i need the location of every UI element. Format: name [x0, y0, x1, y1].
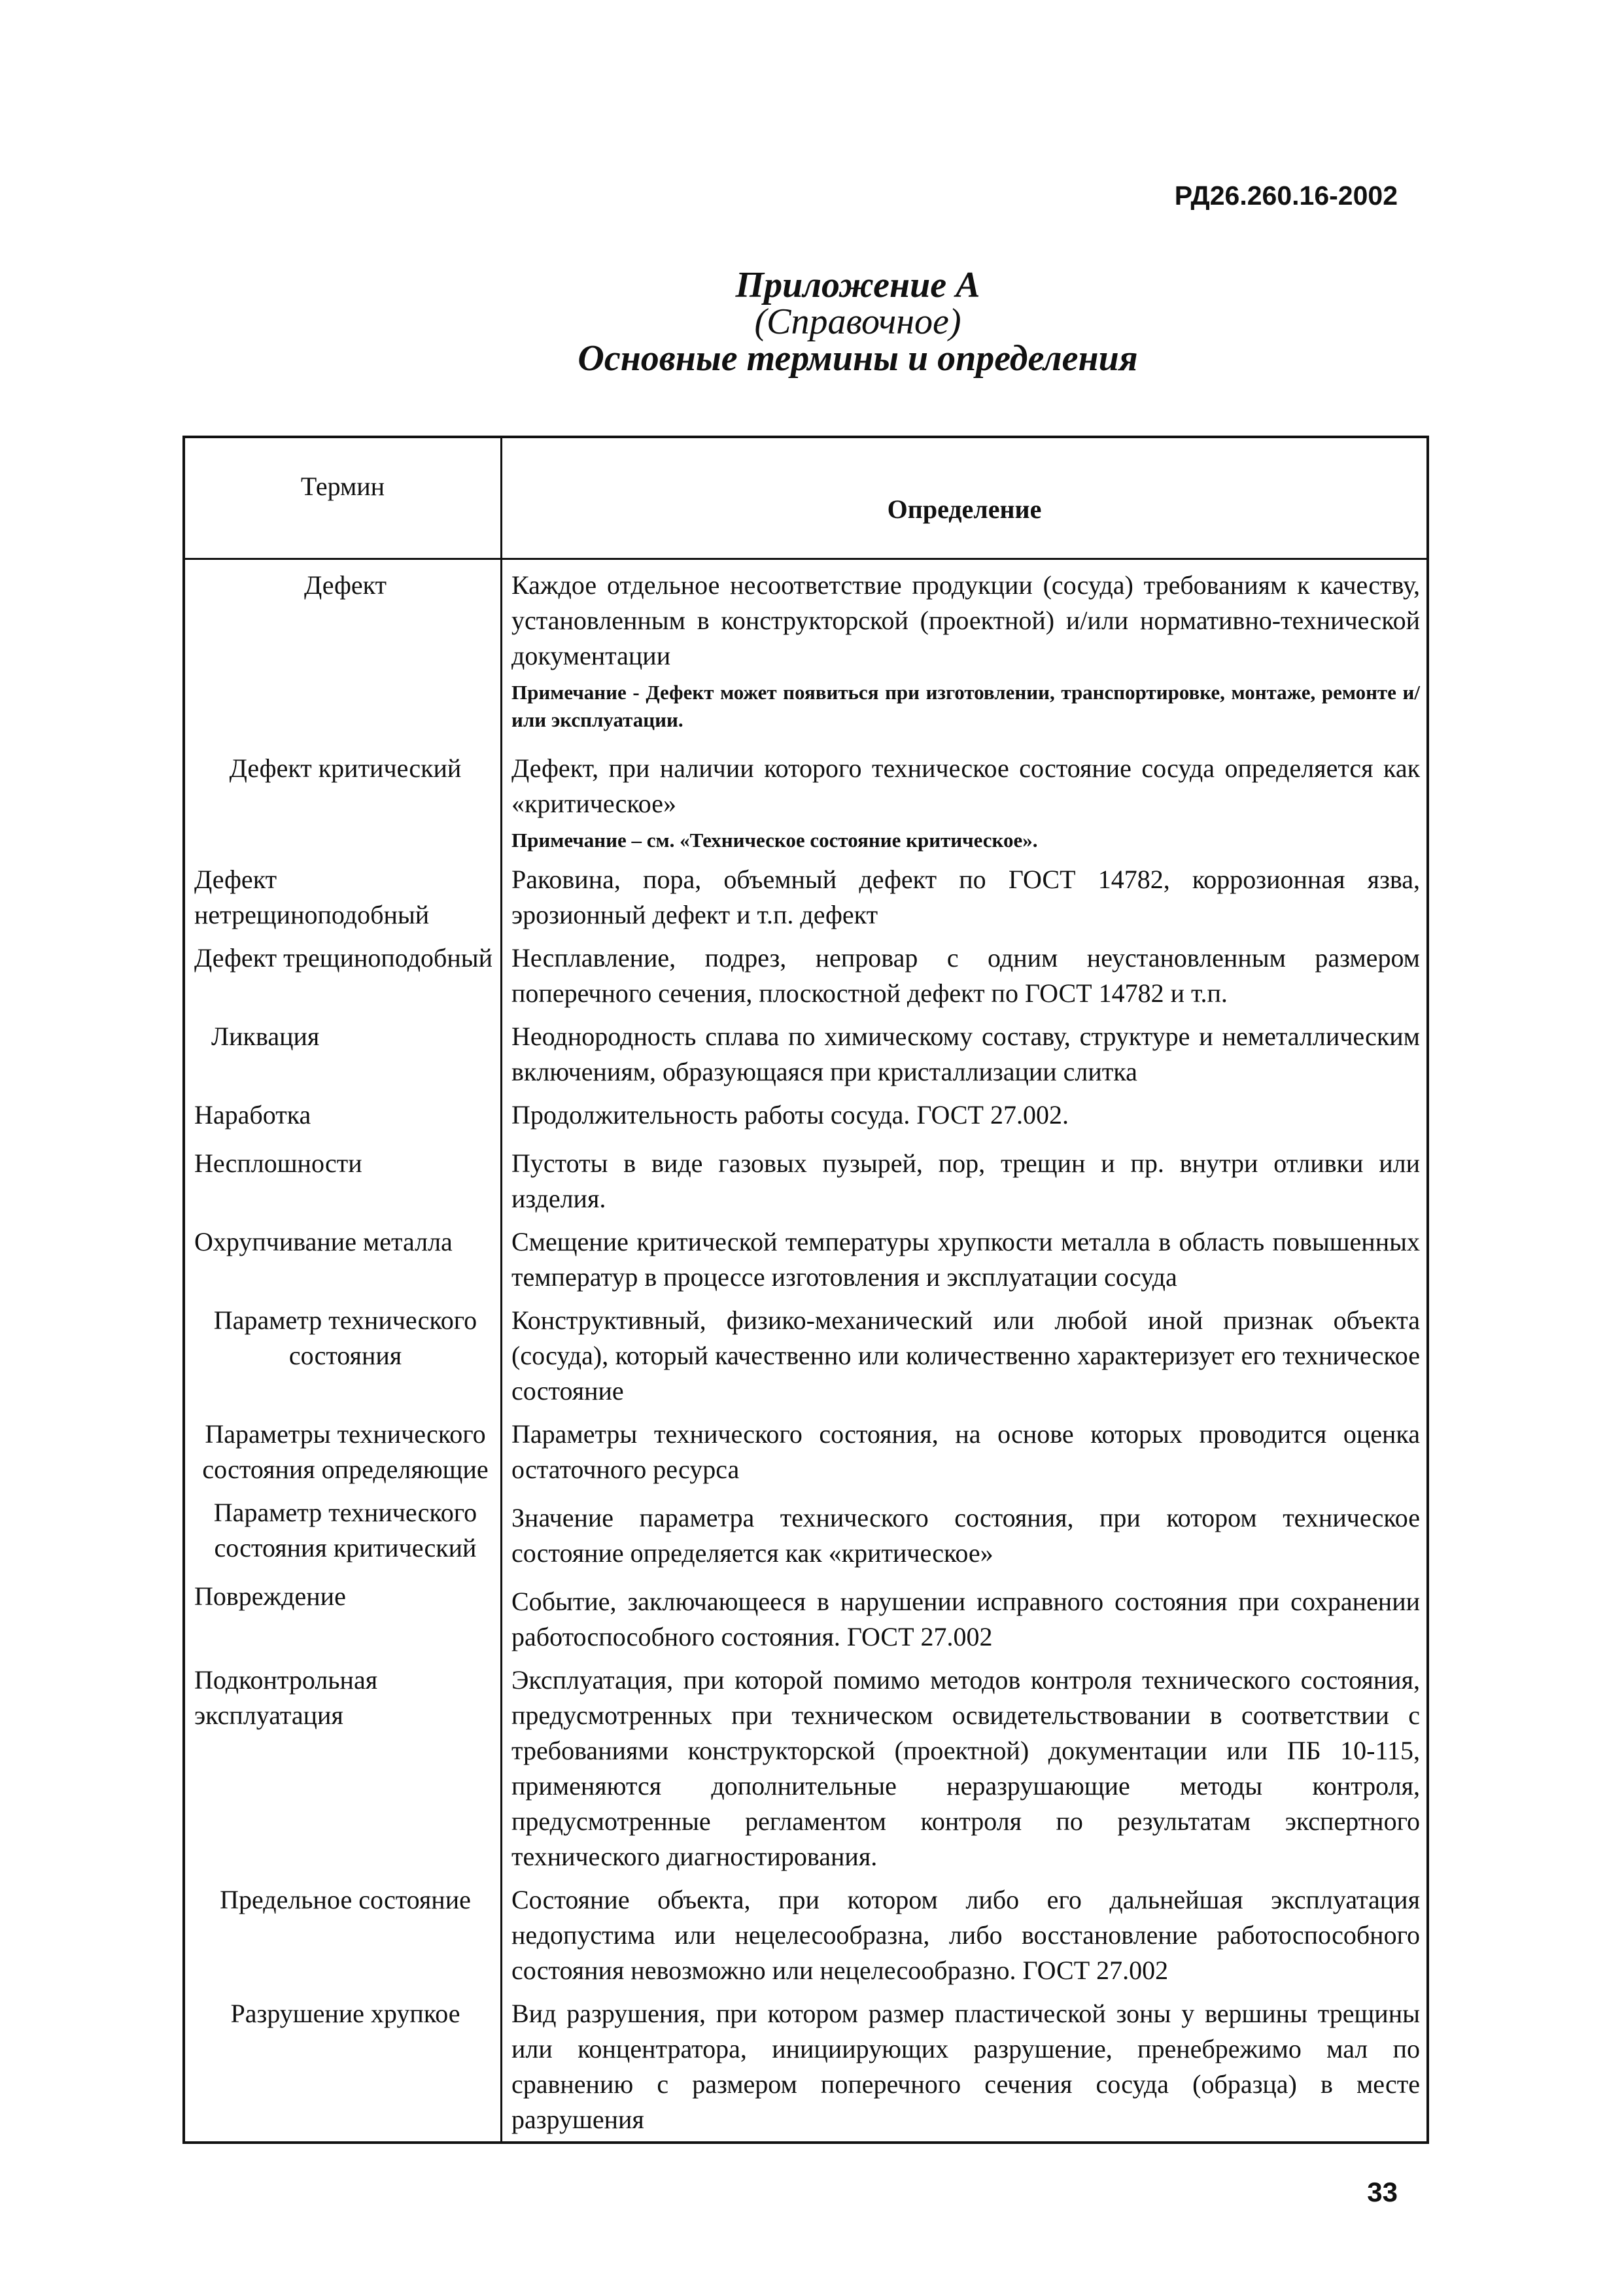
definition-cell: Раковина, пора, объемный дефект по ГОСТ 14782, коррозионная язва, эрозионный дефект и т.п. дефект — [511, 865, 1420, 929]
term-cell: Дефект критический — [184, 738, 502, 858]
term-cell: Дефект нетрещиноподобный — [184, 858, 502, 937]
definition-cell: Конструктивный, физико-механический или любой иной признак объекта (сосуда), который качественно или количественно характеризует его техническое состояние — [511, 1305, 1420, 1406]
term-cell: Подконтрольная эксплуатация — [184, 1659, 502, 1878]
document-number: РД26.260.16-2002 — [1174, 181, 1398, 211]
definition-cell: Пустоты в виде газовых пузырей, пор, трещин и пр. внутри отливки или изделия. — [511, 1148, 1420, 1213]
definition-cell: Событие, заключающееся в нарушении исправного состояния при сохранении работоспособного состояния. ГОСТ 27.002 — [511, 1587, 1420, 1651]
column-header-term: Термин — [184, 437, 502, 559]
definition-cell — [502, 559, 1428, 738]
term-cell: Дефект трещиноподобный — [184, 937, 502, 1015]
term-cell: Параметр технического состояния критический — [184, 1491, 502, 1575]
table-row — [184, 858, 1428, 937]
definition-cell: Неоднородность сплава по химическому составу, структуре и неметаллическим включениям, образующаяся при кристаллизации слитка — [511, 1022, 1420, 1086]
term-cell: Повреждение — [184, 1575, 502, 1659]
table-row — [184, 1015, 1428, 1094]
term-cell: Параметры технического состояния определяющие — [184, 1413, 502, 1491]
definition-cell: Параметры технического состояния, на основе которых проводится оценка остаточного ресурса — [511, 1419, 1420, 1484]
definition-note: Примечание – см. «Техническое состояние критическое». — [511, 829, 1038, 852]
terms-table — [182, 436, 1429, 2144]
table-row — [184, 1659, 1428, 1878]
table-row — [184, 1299, 1428, 1413]
table-row — [184, 1491, 1428, 1575]
definition-cell: Эксплуатация, при которой помимо методов контроля технического состояния, предусмотренных при техническом освидетельствовании в соответствии с требованиями конструкторской (проектной) документации или ПБ 10-115, применяются дополнительные неразрушающие методы контроля, предусмотренные регламентом контроля по результатам экспертного технического диагностирования. — [511, 1665, 1420, 1871]
appendix-title: Основные термины и определения — [578, 338, 1138, 379]
definition-text: Дефект, при наличии которого техническое состояние сосуда определяется как «критическое» — [511, 753, 1420, 818]
definition-cell: Несплавление, подрез, непровар с одним неустановленным размером поперечного сечения, плоскостной дефект по ГОСТ 14782 и т.п. — [511, 943, 1420, 1008]
table-row — [184, 937, 1428, 1015]
definition-cell — [502, 738, 1428, 858]
table-row — [184, 1094, 1428, 1137]
definition-note: Примечание - Дефект может появиться при изготовлении, транспортировке, монтаже, ремонте и/или эксплуатации. — [511, 681, 1420, 731]
term-cell: Наработка — [184, 1094, 502, 1137]
table-row — [184, 559, 1428, 738]
definition-cell: Смещение критической температуры хрупкости металла в область повышенных температур в процессе изготовления и эксплуатации сосуда — [511, 1227, 1420, 1292]
term-cell: Разрушение хрупкое — [184, 1992, 502, 2143]
table-header-row — [184, 437, 1428, 559]
term-cell: Дефект — [184, 559, 502, 738]
definition-cell: Состояние объекта, при котором либо его дальнейшая эксплуатация недопустима или нецелесообразна, либо восстановление работоспособного состояния невозможно или нецелесообразно. ГОСТ 27.002 — [511, 1885, 1420, 1985]
definition-cell: Вид разрушения, при котором размер пластической зоны у вершины трещины или концентратора, инициирующих разрушение, пренебрежимо мал по сравнению с размером поперечного сечения сосуда (образца) в месте разрушения — [511, 1999, 1420, 2134]
definition-cell: Значение параметра технического состояния, при котором техническое состояние определяется как «критическое» — [511, 1503, 1420, 1568]
term-cell: Несплошности — [184, 1137, 502, 1220]
page-number: 33 — [1367, 2177, 1398, 2207]
table-row — [184, 1413, 1428, 1491]
term-cell: Ликвация — [184, 1015, 502, 1094]
table-row — [184, 1878, 1428, 1992]
appendix-heading — [0, 267, 1624, 377]
term-cell: Параметр технического состояния — [184, 1299, 502, 1413]
table-row — [184, 1575, 1428, 1659]
table-row — [184, 1137, 1428, 1220]
column-header-definition: Определение — [502, 437, 1428, 559]
term-cell: Предельное состояние — [184, 1878, 502, 1992]
definition-cell: Продолжительность работы сосуда. ГОСТ 27.002. — [511, 1100, 1069, 1130]
table-row — [184, 738, 1428, 858]
appendix-label: Приложение А — [735, 265, 980, 305]
term-cell: Охрупчивание металла — [184, 1220, 502, 1299]
definition-text: Каждое отдельное несоответствие продукции (сосуда) требованиям к качеству, установленным в конструкторской (проектной) и/или нормативно-технической документации — [511, 570, 1420, 670]
appendix-type: (Справочное) — [754, 302, 961, 342]
table-row — [184, 1992, 1428, 2143]
table-row — [184, 1220, 1428, 1299]
